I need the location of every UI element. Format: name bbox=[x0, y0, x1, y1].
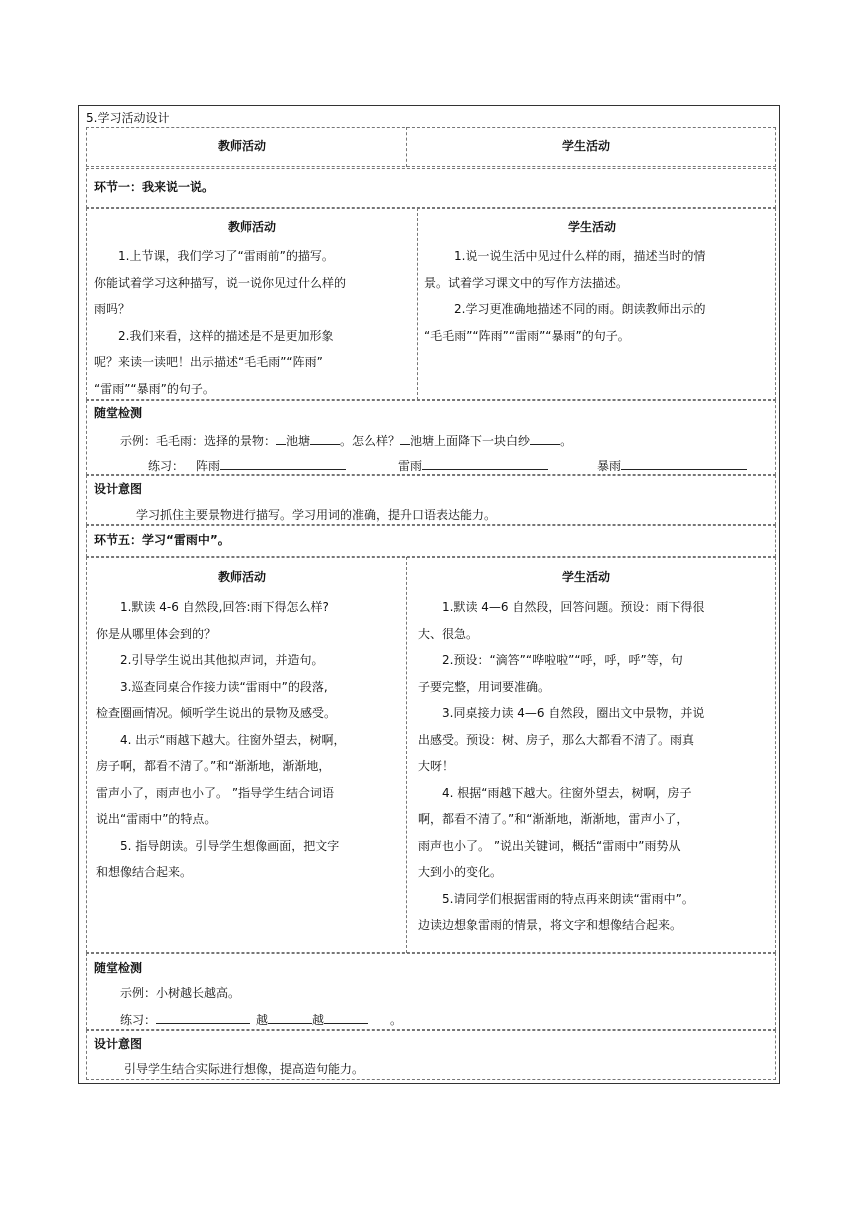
part1-check-item3: 暴雨 bbox=[597, 457, 747, 473]
part5-check-title: 随堂检测 bbox=[94, 961, 143, 975]
part1-intent-text: 学习抓住主要景物进行描写。学习用词的准确，提升口语表达能力。 bbox=[136, 508, 497, 522]
part1-check-example: 示例：毛毛雨：选择的景物： 池塘 。怎么样？ 池塘上面降下一块白纱 。 bbox=[120, 434, 573, 448]
part1-student-text: 1.说一说生活中见过什么样的雨，描述当时的情 景。试着学习课文中的写作方法描述。 2.学习更准确地描述不同的雨。朗读教师出示的 “毛毛雨”“阵雨”“雷雨”“暴雨”的句子。 bbox=[424, 249, 706, 343]
part5-check-example: 示例：小树越长越高。 bbox=[120, 986, 241, 1000]
part5-intent-text: 引导学生结合实际进行想像，提高造句能力。 bbox=[124, 1062, 365, 1076]
header-student: 学生活动 bbox=[562, 139, 611, 153]
part1-title: 环节一：我来说一说。 bbox=[94, 180, 215, 194]
part5-teacher-text: 1.默读 4-6 自然段,回答:雨下得怎么样? 你是从哪里体会到的？ 2.引导学生说出其他拟声词，并造句。 3.巡查同桌合作接力读“雷雨中”的段落, 检查圈画情况。倾听学生说出的景物及感受。 4. 出示“雨越下越大。往窗外望去，树啊， 房子啊，都看不清了。”和“渐渐地，渐渐地， 雷声小了，雨声也小了。 ”指导学生结合词语 说出“雷雨中”的特点。 5. 指导朗读。引导学生想像画面，把文字 和想像结合起来。 bbox=[96, 600, 346, 879]
part5-title: 环节五：学习“雷雨中”。 bbox=[94, 533, 230, 547]
part1-check-item2: 雷雨 bbox=[398, 457, 548, 473]
part5-student-text: 1.默读 4—6 自然段，回答问题。预设：雨下得很 大、很急。 2.预设：“滴答”“哗啦啦”“呼，呼，呼”等，句 子要完整，用词要准确。 3.同桌接力读 4—6 自然段，圈出文中景物，并说 出感受。预设：树、房子，那么大都看不清了。雨真 大呀！ 4. 根据“雨越下越大。往窗外望去，树啊，房子 啊，都看不清了。”和“渐渐地，渐渐地，雷声小了， 雨声也小了。 ”说出关键词，概括“雷雨中”雨势从 大到小的变化。 5.请同学们根据雷雨的特点再来朗读“雷雨中”。 边读边想象雷雨的情景，将文字和想像结合起来。 bbox=[418, 600, 705, 932]
part1-check-title: 随堂检测 bbox=[94, 406, 143, 420]
part1-check-practice: 练习： 阵雨 bbox=[148, 457, 346, 473]
header-teacher: 教师活动 bbox=[218, 139, 267, 153]
section-title: 5.学习活动设计 bbox=[86, 111, 170, 125]
part1-intent-title: 设计意图 bbox=[94, 482, 143, 496]
part5-student-head: 学生活动 bbox=[562, 570, 611, 584]
part5-teacher-head: 教师活动 bbox=[218, 570, 267, 584]
part1-teacher-head: 教师活动 bbox=[228, 220, 277, 234]
part5-intent-title: 设计意图 bbox=[94, 1037, 143, 1051]
part1-student-head: 学生活动 bbox=[568, 220, 617, 234]
part5-check-practice: 练习： 越 越 。 bbox=[120, 1013, 403, 1027]
header-row bbox=[86, 127, 776, 167]
part1-teacher-text: 1.上节课，我们学习了“雷雨前”的描写。 你能试着学习这种描写，说一说你见过什么样的 雨吗？ 2.我们来看，这样的描述是不是更加形象 呢？来读一读吧！出示描述“毛毛雨”“阵雨” “雷雨”“暴雨”的句子。 bbox=[94, 249, 347, 396]
